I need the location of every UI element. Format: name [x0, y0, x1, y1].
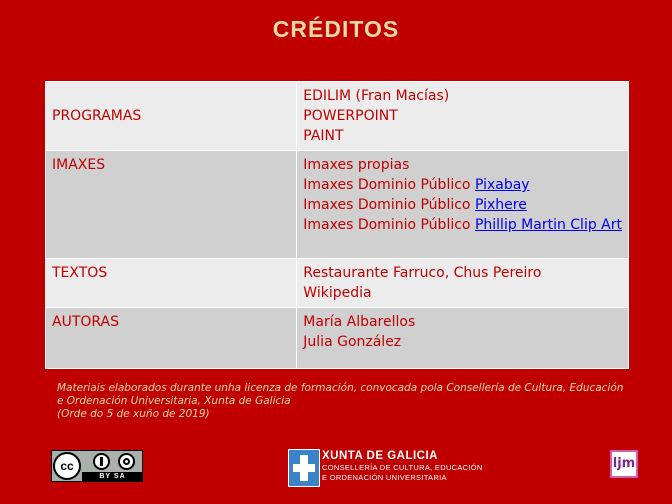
- xunta-dept-line: CONSELLERÍA DE CULTURA, EDUCACIÓN: [322, 463, 483, 472]
- sa-icon: [118, 453, 135, 470]
- footnote-line: e Ordenación Universitaria, Xunta de Galicia: [57, 395, 291, 407]
- table-row: [46, 308, 629, 369]
- cc-icon: cc: [53, 452, 81, 480]
- row-label: TEXTOS: [46, 259, 297, 308]
- content-line: [303, 175, 622, 195]
- slide-title: CRÉDITOS: [272, 16, 400, 42]
- content-line: [303, 86, 622, 106]
- ljm-logo: ljm: [610, 450, 638, 478]
- cc-strip-label: BY SA: [82, 472, 143, 482]
- content-text: Imaxes propias: [303, 157, 410, 173]
- content-text: María Albarellos: [303, 314, 416, 330]
- table-row: [46, 151, 629, 259]
- credits-table-body: [46, 82, 629, 369]
- cc-license-badge[interactable]: [51, 450, 143, 482]
- content-line: [303, 215, 622, 235]
- row-label: PROGRAMAS: [46, 82, 297, 151]
- credits-table: [45, 81, 629, 369]
- content-text: Imaxes Dominio Público: [303, 217, 475, 233]
- content-text: Julia González: [303, 334, 402, 350]
- row-label: AUTORAS: [46, 308, 297, 369]
- content-line: [303, 106, 622, 126]
- footnote-line: (Orde do 5 de xuño de 2019): [57, 408, 210, 420]
- table-row: [46, 259, 629, 308]
- content-line: [303, 126, 622, 146]
- content-line: [303, 263, 622, 283]
- footnote-line: Materiais elaborados durante unha licenza de formación, convocada pola Consellería de Cultura, Educación: [57, 382, 624, 394]
- footnote: [57, 382, 627, 421]
- content-line: [303, 283, 622, 303]
- row-content: [297, 308, 629, 369]
- row-content: [297, 259, 629, 308]
- content-text: EDILIM (Fran Macías): [303, 88, 450, 104]
- row-label: IMAXES: [46, 151, 297, 259]
- content-text: POWERPOINT: [303, 108, 398, 124]
- content-text: Restaurante Farruco, Chus Pereiro: [303, 265, 542, 281]
- xunta-name: XUNTA DE GALICIA: [322, 450, 438, 462]
- content-line: [303, 312, 622, 332]
- content-line: [303, 332, 622, 352]
- source-link[interactable]: Pixabay: [474, 177, 530, 193]
- content-line: [303, 155, 622, 175]
- content-text: Imaxes Dominio Público: [303, 177, 475, 193]
- content-line: [303, 195, 622, 215]
- by-icon: [93, 453, 110, 470]
- content-text: PAINT: [303, 128, 344, 144]
- xunta-shield-icon: [288, 449, 320, 487]
- source-link[interactable]: Phillip Martin Clip Art: [474, 217, 622, 233]
- xunta-dept-line: E ORDENACIÓN UNIVERSITARIA: [322, 473, 447, 482]
- table-row: [46, 82, 629, 151]
- content-text: Imaxes Dominio Público: [303, 197, 475, 213]
- row-content: [297, 151, 629, 259]
- content-text: Wikipedia: [303, 285, 372, 301]
- xunta-logo-text: [322, 449, 483, 483]
- row-content: [297, 82, 629, 151]
- source-link[interactable]: Pixhere: [474, 197, 527, 213]
